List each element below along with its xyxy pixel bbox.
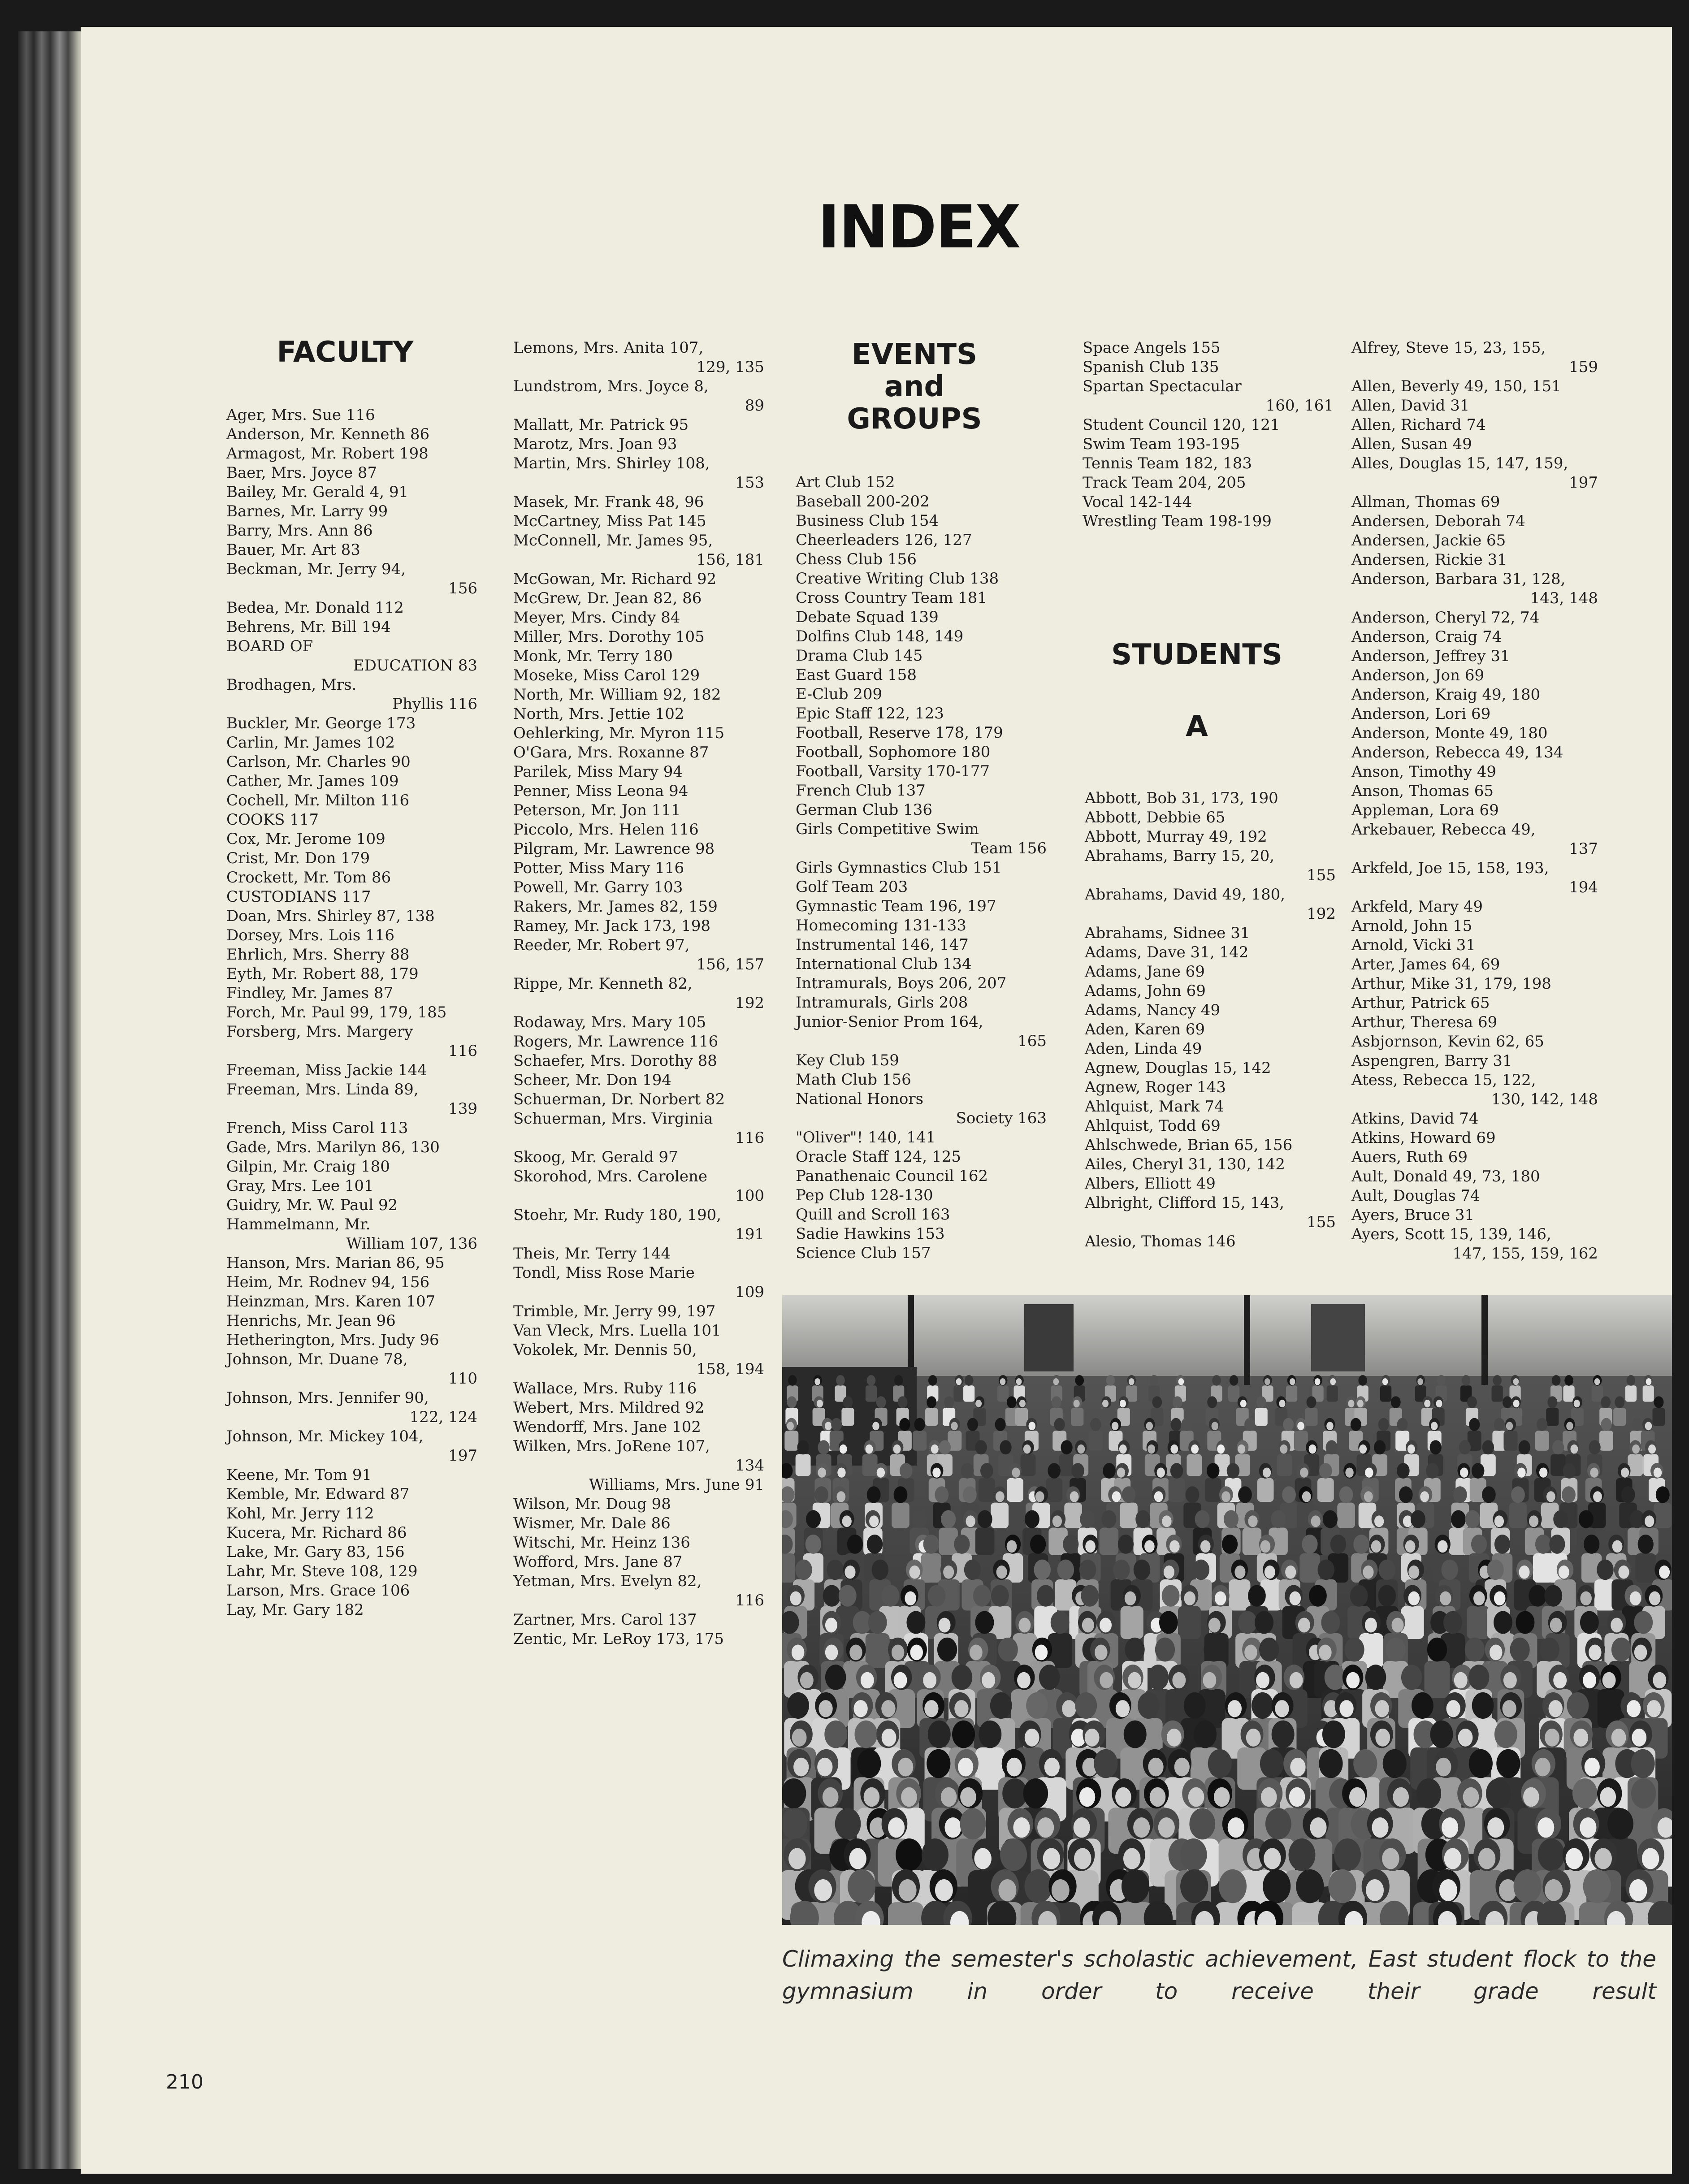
index-entry: Key Club 159: [796, 1051, 899, 1069]
index-entry: Aden, Karen 69: [1085, 1021, 1205, 1038]
index-entry: Anderson, Jeffrey 31: [1351, 647, 1510, 665]
faculty-heading: FACULTY: [277, 336, 414, 369]
index-entry: Appleman, Lora 69: [1351, 801, 1499, 819]
index-entry: 109: [735, 1283, 764, 1301]
index-entry: Chess Club 156: [796, 550, 917, 568]
index-entry: Alfrey, Steve 15, 23, 155,: [1351, 339, 1546, 357]
index-entry: Zartner, Mrs. Carol 137: [513, 1611, 697, 1629]
index-entry: Anderson, Monte 49, 180: [1351, 724, 1548, 742]
index-entry: Freeman, Mrs. Linda 89,: [226, 1081, 419, 1098]
index-entry: McConnell, Mr. James 95,: [513, 532, 713, 549]
index-entry: Art Club 152: [796, 473, 895, 491]
index-entry: Williams, Mrs. June 91: [589, 1476, 764, 1494]
index-entry: Zentic, Mr. LeRoy 173, 175: [513, 1630, 724, 1648]
index-entry: Gilpin, Mr. Craig 180: [226, 1158, 390, 1176]
index-entry: Hammelmann, Mr.: [226, 1215, 371, 1233]
index-entry: Tondl, Miss Rose Marie: [513, 1264, 695, 1282]
index-entry: Abbott, Bob 31, 173, 190: [1085, 789, 1278, 807]
index-entry: Adams, Dave 31, 142: [1085, 943, 1249, 961]
index-entry: Crist, Mr. Don 179: [226, 849, 370, 867]
index-entry: 147, 155, 159, 162: [1452, 1245, 1598, 1263]
events-column-2: [1083, 338, 1334, 531]
events-heading-line-2: and: [884, 370, 945, 403]
index-entry: Skorohod, Mrs. Carolene: [513, 1168, 707, 1185]
index-entry: Stoehr, Mr. Rudy 180, 190,: [513, 1206, 722, 1224]
index-entry: Agnew, Roger 143: [1085, 1078, 1226, 1096]
index-entry: Cross Country Team 181: [796, 589, 987, 607]
index-entry: Society 163: [956, 1109, 1047, 1127]
index-entry: National Honors: [796, 1090, 924, 1108]
index-entry: 139: [448, 1100, 477, 1118]
index-entry: Bailey, Mr. Gerald 4, 91: [226, 483, 409, 501]
index-entry: Oehlerking, Mr. Myron 115: [513, 724, 725, 742]
index-entry: French, Miss Carol 113: [226, 1119, 408, 1137]
index-entry: Wallace, Mrs. Ruby 116: [513, 1380, 697, 1397]
index-entry: BOARD OF: [226, 637, 313, 655]
index-entry: Wendorff, Mrs. Jane 102: [513, 1418, 701, 1436]
events-column-1: [796, 473, 1047, 1263]
index-entry: 116: [735, 1129, 764, 1147]
index-entry: Pilgram, Mr. Lawrence 98: [513, 840, 715, 858]
index-entry: Business Club 154: [796, 512, 939, 530]
index-entry: Andersen, Rickie 31: [1351, 551, 1507, 569]
index-entry: Doan, Mrs. Shirley 87, 138: [226, 907, 435, 925]
index-entry: Spanish Club 135: [1083, 358, 1219, 376]
index-entry: Creative Writing Club 138: [796, 570, 999, 588]
index-entry: Dorsey, Mrs. Lois 116: [226, 926, 395, 944]
index-entry: German Club 136: [796, 801, 933, 819]
index-entry: 129, 135: [696, 358, 764, 376]
index-entry: Crockett, Mr. Tom 86: [226, 869, 391, 887]
index-entry: Rippe, Mr. Kenneth 82,: [513, 975, 693, 993]
index-entry: Cox, Mr. Jerome 109: [226, 830, 385, 848]
index-entry: 156, 181: [696, 551, 764, 569]
photo-caption: Climaxing the semester's scholastic achievement, East student flock to the gymnasium in order to receive their grade result: [782, 1946, 1656, 2004]
students-letter-heading: A: [1186, 710, 1208, 743]
index-entry: Heinzman, Mrs. Karen 107: [226, 1293, 436, 1310]
index-entry: 89: [745, 397, 764, 415]
index-entry: Reeder, Mr. Robert 97,: [513, 936, 690, 954]
index-entry: Barnes, Mr. Larry 99: [226, 502, 388, 520]
index-entry: Girls Competitive Swim: [796, 820, 979, 838]
index-entry: Anson, Timothy 49: [1351, 763, 1496, 781]
index-entry: Dolfins Club 148, 149: [796, 627, 964, 645]
index-entry: Ager, Mrs. Sue 116: [226, 406, 375, 424]
index-entry: Ehrlich, Mrs. Sherry 88: [226, 946, 410, 964]
index-entry: Oracle Staff 124, 125: [796, 1148, 961, 1166]
index-entry: Findley, Mr. James 87: [226, 984, 394, 1002]
index-entry: Wofford, Mrs. Jane 87: [513, 1553, 683, 1571]
index-entry: Intramurals, Boys 206, 207: [796, 974, 1007, 992]
index-entry: Johnson, Mrs. Jennifer 90,: [226, 1389, 429, 1407]
index-entry: Lemons, Mrs. Anita 107,: [513, 339, 704, 357]
index-entry: Henrichs, Mr. Jean 96: [226, 1312, 396, 1330]
index-entry: 130, 142, 148: [1491, 1090, 1598, 1108]
index-entry: Marotz, Mrs. Joan 93: [513, 435, 677, 453]
index-entry: COOKS 117: [226, 811, 319, 829]
index-entry: Abrahams, Barry 15, 20,: [1085, 847, 1275, 865]
index-entry: Cheerleaders 126, 127: [796, 531, 972, 549]
index-entry: Monk, Mr. Terry 180: [513, 647, 673, 665]
index-entry: Football, Sophomore 180: [796, 743, 991, 761]
events-heading-line-3: GROUPS: [847, 402, 982, 436]
index-entry: Arnold, John 15: [1351, 917, 1472, 935]
index-entry: Potter, Miss Mary 116: [513, 859, 684, 877]
index-entry: 197: [1569, 474, 1598, 492]
index-entry: Adams, John 69: [1085, 982, 1206, 1000]
index-entry: Guidry, Mr. W. Paul 92: [226, 1196, 398, 1214]
events-groups-heading: [807, 338, 1022, 435]
index-entry: Albright, Clifford 15, 143,: [1085, 1194, 1285, 1212]
page-title: INDEX: [818, 193, 1020, 262]
index-entry: Allen, Beverly 49, 150, 151: [1351, 377, 1561, 395]
index-entry: Kemble, Mr. Edward 87: [226, 1485, 410, 1503]
index-entry: Penner, Miss Leona 94: [513, 782, 689, 800]
index-entry: Ahlquist, Mark 74: [1085, 1098, 1224, 1116]
index-entry: 156, 157: [696, 956, 764, 973]
index-entry: Agnew, Douglas 15, 142: [1085, 1059, 1271, 1077]
index-entry: "Oliver"! 140, 141: [796, 1129, 936, 1146]
index-entry: Mallatt, Mr. Patrick 95: [513, 416, 689, 434]
index-entry: Phyllis 116: [392, 695, 477, 713]
index-entry: Student Council 120, 121: [1083, 416, 1280, 434]
index-entry: Parilek, Miss Mary 94: [513, 763, 683, 781]
index-entry: 116: [448, 1042, 477, 1060]
crowd-photo-graphic: [782, 1295, 1672, 1925]
index-entry: Debate Squad 139: [796, 608, 939, 626]
index-entry: 153: [735, 474, 764, 492]
index-entry: Carlson, Mr. Charles 90: [226, 753, 411, 771]
index-entry: 192: [1307, 905, 1336, 923]
index-entry: Yetman, Mrs. Evelyn 82,: [513, 1572, 702, 1590]
book-spine-edge: [18, 31, 90, 2169]
index-entry: Webert, Mrs. Mildred 92: [513, 1399, 705, 1417]
index-entry: Allen, David 31: [1351, 397, 1470, 415]
index-entry: Alles, Douglas 15, 147, 159,: [1351, 454, 1568, 472]
index-entry: Theis, Mr. Terry 144: [513, 1245, 671, 1263]
index-entry: Rakers, Mr. James 82, 159: [513, 898, 718, 916]
index-entry: Wilken, Mrs. JoRene 107,: [513, 1437, 710, 1455]
index-entry: Barry, Mrs. Ann 86: [226, 522, 373, 540]
index-entry: Anderson, Cheryl 72, 74: [1351, 609, 1540, 627]
index-entry: Larson, Mrs. Grace 106: [226, 1582, 410, 1600]
index-entry: Meyer, Mrs. Cindy 84: [513, 609, 680, 627]
index-entry: 116: [735, 1592, 764, 1609]
index-entry: International Club 134: [796, 955, 972, 973]
index-entry: Junior-Senior Prom 164,: [796, 1013, 983, 1031]
index-entry: Hanson, Mrs. Marian 86, 95: [226, 1254, 445, 1272]
index-entry: Allen, Richard 74: [1351, 416, 1486, 434]
index-entry: Wilson, Mr. Doug 98: [513, 1495, 671, 1513]
page-number: 210: [166, 2071, 204, 2093]
index-entry: Arthur, Patrick 65: [1351, 994, 1490, 1012]
index-entry: Vocal 142-144: [1083, 493, 1192, 511]
index-entry: Ayers, Bruce 31: [1351, 1206, 1475, 1224]
index-entry: 137: [1569, 840, 1598, 858]
index-entry: Aden, Linda 49: [1085, 1040, 1202, 1058]
index-entry: 192: [735, 994, 764, 1012]
index-entry: Football, Reserve 178, 179: [796, 724, 1003, 742]
index-entry: Van Vleck, Mrs. Luella 101: [513, 1322, 721, 1340]
index-entry: Gray, Mrs. Lee 101: [226, 1177, 374, 1195]
index-entry: 156: [448, 580, 477, 597]
index-entry: Anson, Thomas 65: [1351, 782, 1494, 800]
index-entry: Witschi, Mr. Heinz 136: [513, 1534, 690, 1552]
index-entry: Abrahams, Sidnee 31: [1085, 924, 1250, 942]
index-entry: Lake, Mr. Gary 83, 156: [226, 1543, 405, 1561]
index-entry: Abbott, Debbie 65: [1085, 809, 1226, 826]
faculty-column-1: [226, 406, 477, 1620]
index-entry: Baseball 200-202: [796, 493, 930, 510]
index-entry: Armagost, Mr. Robert 198: [226, 445, 429, 463]
index-entry: Panathenaic Council 162: [796, 1167, 988, 1185]
index-entry: Ahlschwede, Brian 65, 156: [1085, 1136, 1293, 1154]
index-entry: Andersen, Jackie 65: [1351, 532, 1506, 549]
events-heading-line-1: EVENTS: [851, 338, 978, 371]
index-entry: Cochell, Mr. Milton 116: [226, 791, 410, 809]
index-entry: Forsberg, Mrs. Margery: [226, 1023, 413, 1041]
index-entry: O'Gara, Mrs. Roxanne 87: [513, 744, 709, 761]
index-entry: Rodaway, Mrs. Mary 105: [513, 1013, 706, 1031]
index-entry: Golf Team 203: [796, 878, 908, 896]
index-entry: Vokolek, Mr. Dennis 50,: [513, 1341, 697, 1359]
index-entry: 158, 194: [696, 1360, 764, 1378]
index-entry: Ramey, Mr. Jack 173, 198: [513, 917, 711, 935]
index-entry: Sadie Hawkins 153: [796, 1225, 945, 1243]
index-entry: Arnold, Vicki 31: [1351, 936, 1476, 954]
index-entry: 191: [735, 1225, 764, 1243]
index-entry: Cather, Mr. James 109: [226, 772, 399, 790]
index-entry: Ahlquist, Todd 69: [1085, 1117, 1221, 1135]
index-entry: Anderson, Mr. Kenneth 86: [226, 425, 430, 443]
index-entry: Schuerman, Dr. Norbert 82: [513, 1090, 725, 1108]
index-entry: Atkins, David 74: [1351, 1110, 1479, 1128]
index-entry: Lundstrom, Mrs. Joyce 8,: [513, 377, 709, 395]
index-entry: Arkfeld, Mary 49: [1351, 898, 1483, 916]
index-entry: Football, Varsity 170-177: [796, 762, 990, 780]
index-entry: 143, 148: [1530, 589, 1598, 607]
index-entry: EDUCATION 83: [353, 657, 477, 675]
index-entry: 155: [1307, 866, 1336, 884]
index-entry: McGowan, Mr. Richard 92: [513, 570, 717, 588]
index-entry: Gade, Mrs. Marilyn 86, 130: [226, 1138, 440, 1156]
index-entry: Spartan Spectacular: [1083, 377, 1242, 395]
index-entry: Gymnastic Team 196, 197: [796, 897, 996, 915]
index-entry: Math Club 156: [796, 1071, 911, 1089]
index-entry: Schuerman, Mrs. Virginia: [513, 1110, 713, 1128]
index-entry: Miller, Mrs. Dorothy 105: [513, 628, 705, 646]
index-entry: Drama Club 145: [796, 647, 923, 665]
index-entry: Science Club 157: [796, 1244, 931, 1262]
index-entry: McCartney, Miss Pat 145: [513, 512, 706, 530]
index-entry: William 107, 136: [346, 1235, 477, 1253]
index-entry: Keene, Mr. Tom 91: [226, 1466, 372, 1484]
index-entry: 194: [1569, 878, 1598, 896]
index-entry: Baer, Mrs. Joyce 87: [226, 464, 377, 482]
index-entry: Arkebauer, Rebecca 49,: [1351, 821, 1536, 839]
index-entry: Pep Club 128-130: [796, 1186, 933, 1204]
index-entry: Anderson, Lori 69: [1351, 705, 1491, 723]
index-entry: Trimble, Mr. Jerry 99, 197: [513, 1302, 716, 1320]
index-entry: Instrumental 146, 147: [796, 936, 969, 954]
index-entry: Beckman, Mr. Jerry 94,: [226, 560, 406, 578]
index-entry: Moseke, Miss Carol 129: [513, 666, 700, 684]
index-entry: Ault, Donald 49, 73, 180: [1351, 1168, 1540, 1185]
index-entry: Behrens, Mr. Bill 194: [226, 618, 391, 636]
index-entry: Aspengren, Barry 31: [1351, 1052, 1512, 1070]
index-entry: Team 156: [971, 839, 1047, 857]
index-entry: Adams, Jane 69: [1085, 963, 1205, 981]
index-entry: Bauer, Mr. Art 83: [226, 541, 360, 559]
index-entry: Intramurals, Girls 208: [796, 994, 968, 1012]
index-entry: 197: [448, 1447, 477, 1465]
index-entry: Anderson, Craig 74: [1351, 628, 1502, 646]
index-entry: Auers, Ruth 69: [1351, 1148, 1468, 1166]
index-entry: McGrew, Dr. Jean 82, 86: [513, 589, 702, 607]
index-entry: Abbott, Murray 49, 192: [1085, 828, 1267, 846]
index-entry: Arthur, Theresa 69: [1351, 1013, 1498, 1031]
index-entry: Heim, Mr. Rodnev 94, 156: [226, 1273, 430, 1291]
index-entry: Bedea, Mr. Donald 112: [226, 599, 404, 617]
index-entry: Ailes, Cheryl 31, 130, 142: [1085, 1155, 1285, 1173]
index-entry: Anderson, Jon 69: [1351, 666, 1485, 684]
index-entry: Masek, Mr. Frank 48, 96: [513, 493, 704, 511]
index-entry: Rogers, Mr. Lawrence 116: [513, 1033, 719, 1051]
index-entry: Powell, Mr. Garry 103: [513, 878, 683, 896]
index-entry: Forch, Mr. Paul 99, 179, 185: [226, 1003, 447, 1021]
index-entry: Lahr, Mr. Steve 108, 129: [226, 1562, 418, 1580]
index-entry: Anderson, Rebecca 49, 134: [1351, 744, 1563, 761]
index-entry: Arkfeld, Joe 15, 158, 193,: [1351, 859, 1549, 877]
index-entry: Piccolo, Mrs. Helen 116: [513, 821, 699, 839]
index-entry: Andersen, Deborah 74: [1351, 512, 1525, 530]
index-entry: Wismer, Mr. Dale 86: [513, 1514, 671, 1532]
index-entry: French Club 137: [796, 782, 926, 800]
index-entry: Track Team 204, 205: [1083, 474, 1246, 492]
index-entry: Arthur, Mike 31, 179, 198: [1351, 975, 1551, 993]
index-entry: Quill and Scroll 163: [796, 1206, 950, 1224]
index-entry: Arter, James 64, 69: [1351, 956, 1500, 973]
index-entry: Epic Staff 122, 123: [796, 705, 944, 722]
index-entry: East Guard 158: [796, 666, 917, 684]
index-entry: Allman, Thomas 69: [1351, 493, 1500, 511]
index-entry: Alesio, Thomas 146: [1085, 1233, 1236, 1250]
index-entry: Buckler, Mr. George 173: [226, 714, 416, 732]
index-entry: Atess, Rebecca 15, 122,: [1351, 1071, 1536, 1089]
index-entry: 155: [1307, 1213, 1336, 1231]
index-entry: CUSTODIANS 117: [226, 888, 371, 906]
students-column-1: [1085, 789, 1336, 1251]
index-entry: North, Mrs. Jettie 102: [513, 705, 684, 723]
index-entry: Johnson, Mr. Mickey 104,: [226, 1427, 424, 1445]
index-entry: Schaefer, Mrs. Dorothy 88: [513, 1052, 717, 1070]
index-entry: Girls Gymnastics Club 151: [796, 859, 1002, 877]
students-heading: STUDENTS: [1111, 638, 1282, 671]
index-entry: Martin, Mrs. Shirley 108,: [513, 454, 710, 472]
index-entry: Ayers, Scott 15, 139, 146,: [1351, 1225, 1551, 1243]
index-entry: Peterson, Mr. Jon 111: [513, 801, 681, 819]
index-entry: 100: [735, 1187, 764, 1205]
index-entry: Atkins, Howard 69: [1351, 1129, 1496, 1147]
index-entry: Carlin, Mr. James 102: [226, 734, 395, 752]
index-entry: Albers, Elliott 49: [1085, 1175, 1216, 1193]
index-entry: Tennis Team 182, 183: [1083, 454, 1252, 472]
index-entry: Kohl, Mr. Jerry 112: [226, 1505, 374, 1522]
index-entry: Homecoming 131-133: [796, 917, 966, 934]
index-entry: Adams, Nancy 49: [1085, 1001, 1221, 1019]
index-entry: Lay, Mr. Gary 182: [226, 1601, 364, 1619]
index-entry: Ault, Douglas 74: [1351, 1187, 1480, 1205]
index-entry: North, Mr. William 92, 182: [513, 686, 721, 704]
index-entry: Brodhagen, Mrs.: [226, 676, 357, 694]
index-entry: 134: [735, 1457, 764, 1475]
faculty-column-2: [513, 338, 764, 1649]
index-entry: E-Club 209: [796, 685, 883, 703]
index-entry: Wrestling Team 198-199: [1083, 512, 1272, 530]
index-entry: Kucera, Mr. Richard 86: [226, 1524, 407, 1542]
gymnasium-crowd-photo: [782, 1295, 1672, 1925]
index-entry: 110: [448, 1370, 477, 1388]
index-entry: Space Angels 155: [1083, 339, 1221, 357]
index-entry: Johnson, Mr. Duane 78,: [226, 1350, 408, 1368]
index-entry: Skoog, Mr. Gerald 97: [513, 1148, 678, 1166]
index-entry: Anderson, Kraig 49, 180: [1351, 686, 1541, 704]
index-entry: Swim Team 193-195: [1083, 435, 1240, 453]
index-entry: Eyth, Mr. Robert 88, 179: [226, 965, 419, 983]
index-entry: 122, 124: [409, 1408, 477, 1426]
index-entry: 159: [1569, 358, 1598, 376]
index-entry: Freeman, Miss Jackie 144: [226, 1061, 427, 1079]
index-entry: Allen, Susan 49: [1351, 435, 1472, 453]
students-column-2: [1351, 338, 1598, 1263]
index-entry: 165: [1018, 1032, 1047, 1050]
index-entry: Hetherington, Mrs. Judy 96: [226, 1331, 439, 1349]
index-entry: 160, 161: [1265, 397, 1334, 415]
index-entry: Anderson, Barbara 31, 128,: [1351, 570, 1566, 588]
index-entry: Asbjornson, Kevin 62, 65: [1351, 1033, 1544, 1051]
index-entry: Scheer, Mr. Don 194: [513, 1071, 671, 1089]
index-entry: Abrahams, David 49, 180,: [1085, 886, 1286, 904]
